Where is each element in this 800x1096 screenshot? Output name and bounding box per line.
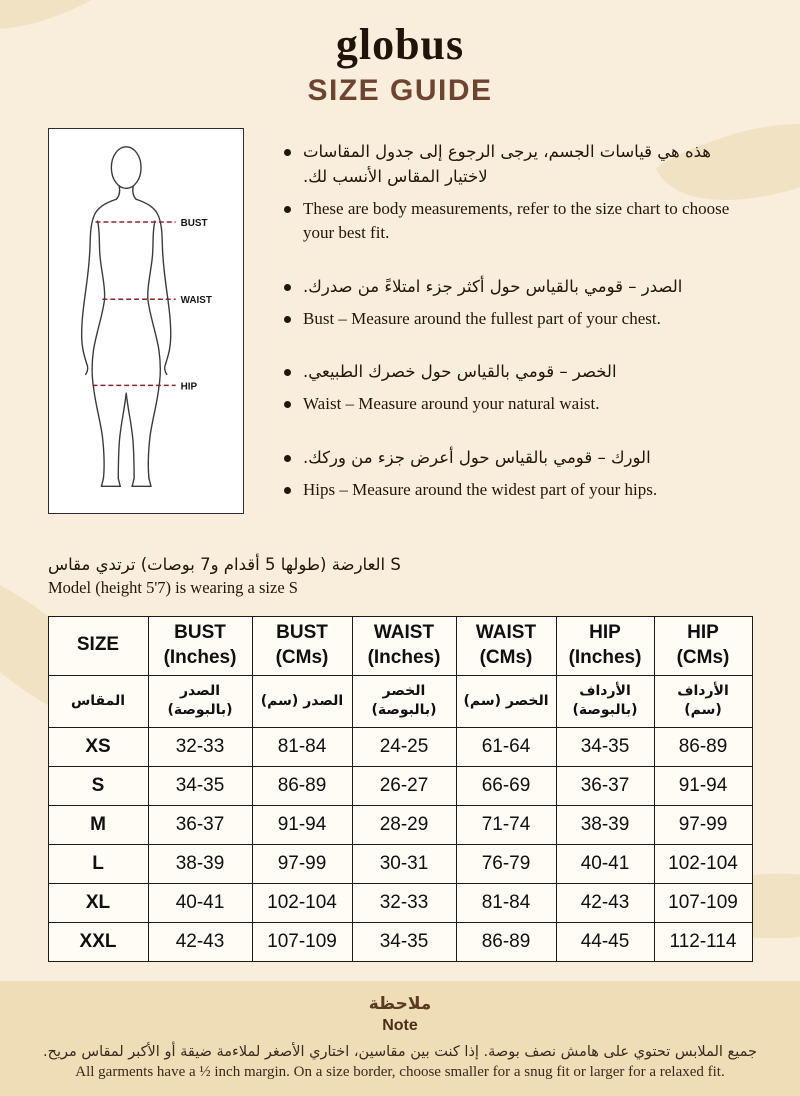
header-line: المقاس	[70, 692, 126, 709]
instruction-arabic-text: الخصر – قومي بالقياس حول خصرك الطبيعي.	[303, 362, 617, 382]
header-line: (بالبوصة)	[572, 702, 638, 719]
header-line: BUST	[276, 622, 328, 644]
instruction-arabic	[284, 360, 752, 385]
size-row-s	[48, 766, 752, 805]
note-body-english: All garments have a ½ inch margin. On a size border, choose smaller for a snug fit or larger for a relaxed fit.	[75, 1064, 725, 1080]
header-line: (بالبوصة)	[167, 702, 233, 719]
instruction-arabic-text: الصدر – قومي بالقياس حول أكثر جزء امتلاءً من صدرك.	[303, 276, 683, 296]
size-row-l	[48, 844, 752, 883]
bullet-dot-icon	[284, 316, 291, 323]
column-header-arabic	[456, 675, 556, 727]
header-line: الخصر (سم)	[463, 692, 549, 709]
page-title: SIZE GUIDE	[307, 74, 493, 108]
size-cell: M	[48, 805, 148, 844]
measurement-cell: 38-39	[556, 805, 654, 844]
model-note-arabic: العارضة (طولها 5 أقدام و7 بوصات) ترتدي مقاس S	[48, 555, 401, 575]
measurement-cell: 86-89	[456, 922, 556, 961]
measurement-cell: 42-43	[148, 922, 252, 961]
header-line: (CMs)	[676, 646, 730, 668]
measurement-cell: 42-43	[556, 883, 654, 922]
column-header-arabic	[654, 675, 752, 727]
measurement-cell: 44-45	[556, 922, 654, 961]
measurement-cell: 38-39	[148, 844, 252, 883]
size-row-xxl	[48, 922, 752, 961]
instruction-english-text: These are body measurements, refer to the size chart to choose your best fit.	[303, 198, 730, 243]
measurement-cell: 112-114	[654, 922, 752, 961]
header-line: (CMs)	[479, 646, 533, 668]
column-header	[48, 617, 148, 675]
measurement-cell: 102-104	[654, 844, 752, 883]
table-header-row-arabic	[48, 675, 752, 727]
instruction-arabic-text: هذه هي قياسات الجسم، يرجى الرجوع إلى جدول المقاسات لاختيار المقاس الأنسب لك.	[303, 142, 712, 186]
measurement-cell: 107-109	[654, 883, 752, 922]
measurement-cell: 30-31	[352, 844, 456, 883]
measurement-cell: 40-41	[148, 883, 252, 922]
header-line: الأرداف	[579, 683, 631, 700]
column-header	[352, 617, 456, 675]
header-line: BUST	[174, 622, 226, 644]
instruction-group-hip	[284, 446, 752, 502]
column-header	[252, 617, 352, 675]
model-note	[48, 555, 752, 598]
instruction-english	[284, 478, 752, 503]
instruction-english-text: Waist – Measure around your natural waist.	[303, 394, 600, 414]
column-header	[654, 617, 752, 675]
header-line: (Inches)	[163, 646, 237, 668]
measurement-cell: 36-37	[148, 805, 252, 844]
bullet-dot-icon	[284, 487, 291, 494]
measurement-cell: 66-69	[456, 766, 556, 805]
instruction-english	[284, 392, 752, 417]
column-header-arabic	[48, 675, 148, 727]
size-row-xs	[48, 727, 752, 766]
size-cell: S	[48, 766, 148, 805]
column-header	[456, 617, 556, 675]
instruction-arabic	[284, 140, 752, 190]
header-line: الصدر (سم)	[260, 692, 344, 709]
measurement-cell: 32-33	[352, 883, 456, 922]
instruction-english-text: Hips – Measure around the widest part of your hips.	[303, 479, 658, 499]
body-measurement-diagram	[48, 128, 244, 514]
body-figure-illustration	[49, 129, 243, 513]
column-header	[556, 617, 654, 675]
instruction-english-text: Bust – Measure around the fullest part of your chest.	[303, 308, 661, 328]
table-header-row-english	[48, 617, 752, 675]
measurement-cell: 40-41	[556, 844, 654, 883]
size-chart-table	[48, 616, 753, 961]
measurement-cell: 32-33	[148, 727, 252, 766]
note-title-arabic: ملاحظة	[368, 994, 432, 1014]
note-footer	[0, 981, 800, 1096]
bust-label: BUST	[180, 218, 208, 230]
measurement-cell: 61-64	[456, 727, 556, 766]
model-note-english: Model (height 5'7) is wearing a size S	[48, 578, 298, 598]
measurement-cell: 107-109	[252, 922, 352, 961]
measurement-cell: 26-27	[352, 766, 456, 805]
instruction-arabic	[284, 275, 752, 300]
instruction-arabic-text: الورك – قومي بالقياس حول أعرض جزء من وركك.	[303, 447, 651, 467]
measurement-cell: 24-25	[352, 727, 456, 766]
bullet-dot-icon	[284, 284, 291, 291]
bullet-dot-icon	[284, 455, 291, 462]
instruction-english	[284, 197, 752, 246]
measurement-cell: 91-94	[654, 766, 752, 805]
brand-logo: globus	[335, 20, 465, 69]
size-cell: XL	[48, 883, 148, 922]
column-header-arabic	[148, 675, 252, 727]
bullet-dot-icon	[284, 401, 291, 408]
column-header	[148, 617, 252, 675]
instruction-group-intro	[284, 140, 752, 246]
measurement-cell: 97-99	[252, 844, 352, 883]
measurement-cell: 71-74	[456, 805, 556, 844]
header-line: (بالبوصة)	[371, 702, 437, 719]
instruction-group-waist	[284, 360, 752, 416]
measurement-cell: 34-35	[556, 727, 654, 766]
header-line: HIP	[687, 622, 719, 644]
instruction-english	[284, 307, 752, 332]
measurement-cell: 76-79	[456, 844, 556, 883]
waist-label: WAIST	[180, 295, 212, 307]
measurement-cell: 36-37	[556, 766, 654, 805]
measurement-cell: 86-89	[252, 766, 352, 805]
column-header-arabic	[556, 675, 654, 727]
size-cell: L	[48, 844, 148, 883]
note-body-arabic: جميع الملابس تحتوي على هامش نصف بوصة. إذا كنت بين مقاسين، اختاري الأصغر لملاءمة ضيقة أو الأكبر لمقاس مريح.	[43, 1044, 757, 1060]
header-line: SIZE	[76, 634, 120, 656]
instruction-list	[284, 128, 752, 531]
size-cell: XXL	[48, 922, 148, 961]
header-line: (Inches)	[367, 646, 441, 668]
column-header-arabic	[352, 675, 456, 727]
measurement-cell: 102-104	[252, 883, 352, 922]
bullet-dot-icon	[284, 149, 291, 156]
measurement-cell: 91-94	[252, 805, 352, 844]
measurement-cell: 86-89	[654, 727, 752, 766]
column-header-arabic	[252, 675, 352, 727]
size-row-m	[48, 805, 752, 844]
size-cell: XS	[48, 727, 148, 766]
header-line: (CMs)	[275, 646, 329, 668]
measurement-cell: 28-29	[352, 805, 456, 844]
bullet-dot-icon	[284, 206, 291, 213]
measurement-cell: 34-35	[352, 922, 456, 961]
size-row-xl	[48, 883, 752, 922]
header-line: WAIST	[373, 622, 435, 644]
bullet-dot-icon	[284, 369, 291, 376]
header-line: WAIST	[475, 622, 537, 644]
header-line: الخصر	[382, 683, 426, 700]
hip-label: HIP	[180, 381, 198, 393]
header-line: HIP	[589, 622, 621, 644]
measurement-cell: 81-84	[252, 727, 352, 766]
instruction-group-bust	[284, 275, 752, 331]
measurement-cell: 34-35	[148, 766, 252, 805]
note-title-english: Note	[382, 1017, 418, 1034]
instruction-arabic	[284, 446, 752, 471]
measurement-section	[48, 128, 752, 531]
header-line: الأرداف (سم)	[677, 683, 729, 719]
measurement-cell: 81-84	[456, 883, 556, 922]
header-line: الصدر	[180, 683, 220, 700]
header-line: (Inches)	[568, 646, 642, 668]
measurement-cell: 97-99	[654, 805, 752, 844]
